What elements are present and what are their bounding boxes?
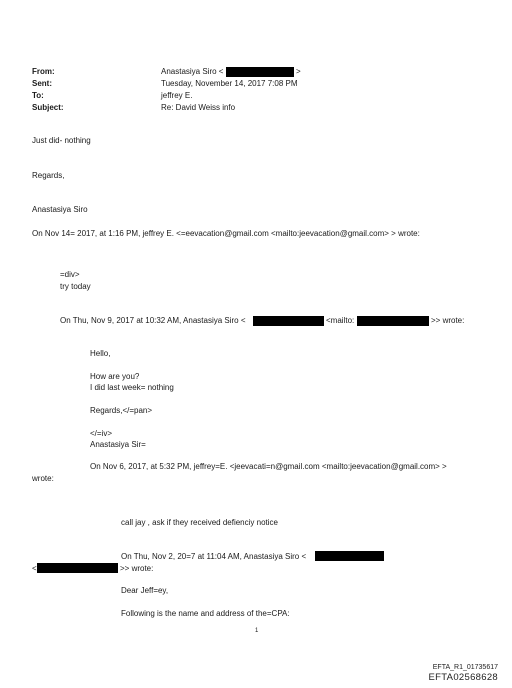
quote-header-2: On Thu, Nov 9, 2017 at 10:32 AM, Anastasiya Siro < (60, 316, 246, 325)
from-label: From: (32, 67, 55, 76)
quote4-dear: Dear Jeff=ey, (121, 586, 169, 595)
quote1-text: try today (60, 282, 91, 291)
sent-value: Tuesday, November 14, 2017 7:08 PM (161, 79, 298, 88)
quote2-how: How are you? (90, 372, 140, 381)
quote3-wrote: wrote: (32, 474, 54, 483)
to-value: jeffrey E. (161, 91, 193, 100)
body-regards: Regards, (32, 171, 65, 180)
subject-value: Re: David Weiss info (161, 103, 236, 112)
quote2-hello: Hello, (90, 349, 111, 358)
bates-number-large: EFTA02568628 (428, 672, 498, 683)
quote4-following: Following is the name and address of the=CPA: (121, 609, 290, 618)
to-label: To: (32, 91, 44, 100)
quote3-text: call jay , ask if they received defienciy notice (121, 518, 278, 527)
quote-header-4: On Thu, Nov 2, 20=7 at 11:04 AM, Anastasiya Siro < (121, 552, 307, 561)
quote2-did: I did last week= nothing (90, 383, 174, 392)
quote2-signature: Anastasiya Sir= (90, 440, 146, 449)
sent-label: Sent: (32, 79, 52, 88)
redaction-bar (253, 316, 324, 326)
quote2-suffix: >> wrote: (431, 316, 465, 325)
bates-number-small: EFTA_R1_01735617 (432, 664, 498, 671)
body-signature: Anastasiya Siro (32, 205, 88, 214)
quote2-regards: Regards,</=pan> (90, 406, 153, 415)
quote2-mailto: <mailto: (326, 316, 355, 325)
redaction-bar (315, 551, 384, 561)
subject-label: Subject: (32, 103, 64, 112)
body-line-1: Just did- nothing (32, 136, 91, 145)
redaction-bar (37, 563, 118, 573)
quote4-suffix: >> wrote: (120, 564, 154, 573)
from-value: Anastasiya Siro < (161, 67, 224, 76)
quote1-div-tag: =div> (60, 270, 80, 279)
quote2-iv-tag: </=iv> (90, 429, 113, 438)
quote-header-3: On Nov 6, 2017, at 5:32 PM, jeffrey=E. <jeevacati=n@gmail.com <mailto:jeevacation@gmail.com> > (90, 462, 447, 471)
quote4-lt: < (32, 564, 37, 573)
redaction-bar (357, 316, 429, 326)
page-number: 1 (255, 628, 259, 634)
quote-header-1: On Nov 14= 2017, at 1:16 PM, jeffrey E. <=eevacation@gmail.com <mailto:jeevacation@gmail.com> > wrote: (32, 229, 420, 238)
redaction-bar (226, 67, 294, 77)
from-value-end: > (296, 67, 301, 76)
